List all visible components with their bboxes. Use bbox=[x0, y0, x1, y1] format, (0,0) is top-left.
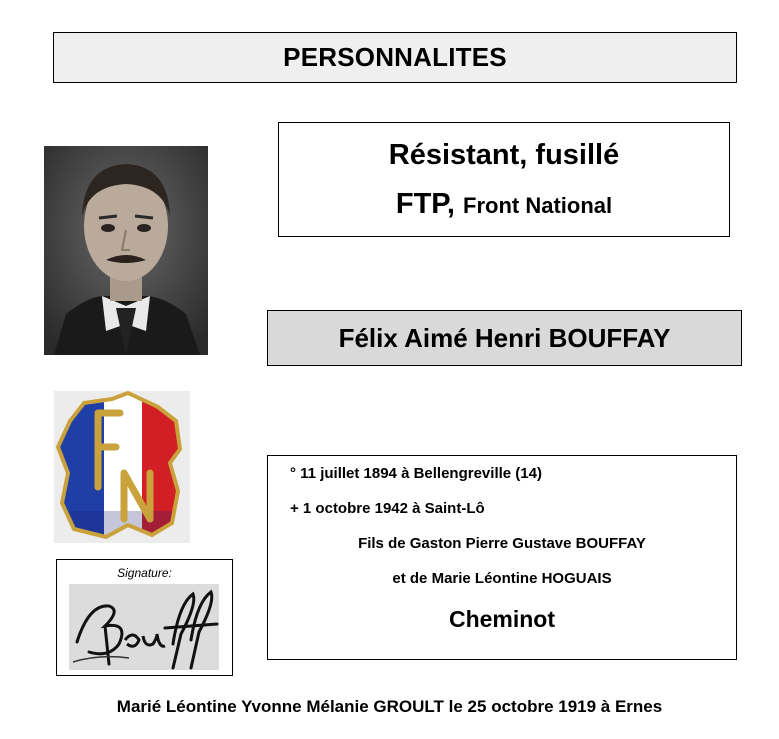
birth-line: ° 11 juillet 1894 à Bellengreville (14) bbox=[290, 465, 542, 482]
signature-box bbox=[56, 559, 233, 676]
occupation-line: Cheminot bbox=[448, 606, 556, 632]
signature-image bbox=[69, 584, 219, 670]
marriage-line: Marié Léontine Yvonne Mélanie GROULT le 25 octobre 1919 à Ernes bbox=[116, 697, 663, 716]
mother-line: et de Marie Léontine HOGUAIS bbox=[392, 570, 612, 587]
role-affiliation-main: FTP, bbox=[395, 187, 455, 220]
person-name-box bbox=[267, 310, 742, 366]
page-title-box bbox=[53, 32, 737, 83]
fn-badge-icon bbox=[54, 391, 190, 543]
signature-caption: Signature: bbox=[117, 566, 172, 580]
death-line: + 1 octobre 1942 à Saint-Lô bbox=[290, 500, 485, 517]
role-box bbox=[278, 122, 730, 237]
person-name: Félix Aimé Henri BOUFFAY bbox=[338, 322, 671, 353]
front-national-pin-image bbox=[54, 391, 190, 543]
page-title: PERSONNALITES bbox=[283, 42, 507, 72]
role-affiliation-secondary: Front National bbox=[463, 192, 613, 218]
portrait-image bbox=[44, 146, 208, 355]
portrait-photo bbox=[44, 146, 208, 355]
biography-box bbox=[267, 455, 737, 660]
role-affiliation bbox=[395, 187, 613, 220]
father-line: Fils de Gaston Pierre Gustave BOUFFAY bbox=[358, 535, 646, 552]
role-title: Résistant, fusillé bbox=[388, 138, 620, 171]
